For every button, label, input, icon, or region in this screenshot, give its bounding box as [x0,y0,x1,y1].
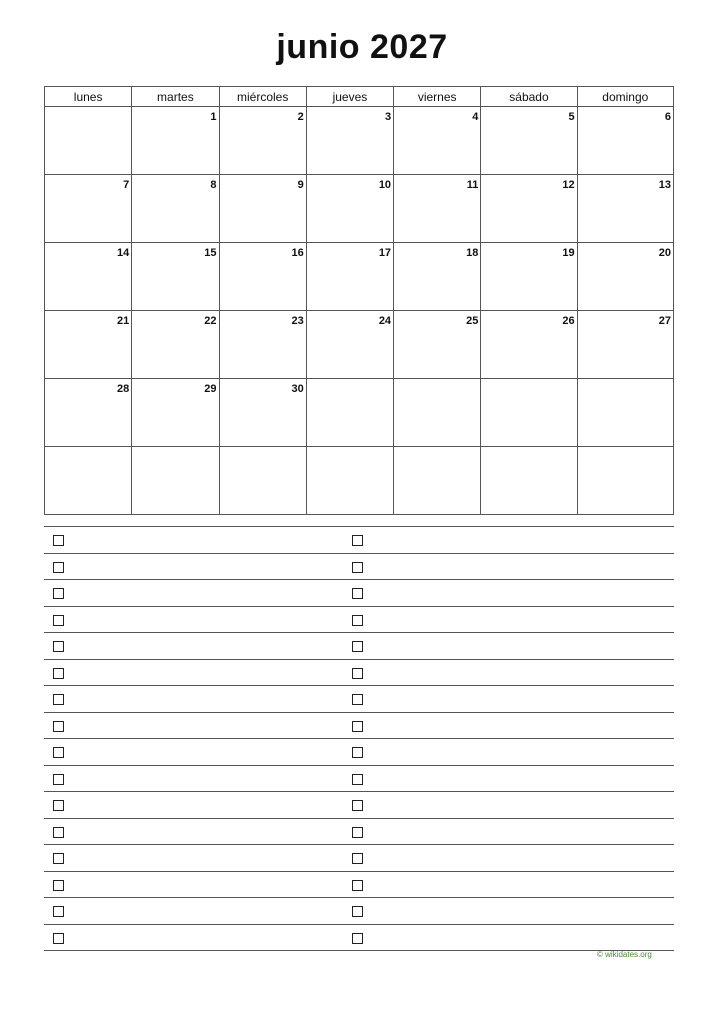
day-number: 11 [466,179,479,191]
day-cell[interactable] [577,243,673,311]
day-number [304,459,306,460]
day-number: 4 [472,111,479,123]
day-number: 21 [117,315,130,327]
day-cell[interactable] [219,175,306,243]
day-number: 28 [117,383,130,395]
day-number [129,459,131,460]
task-row [44,527,674,554]
day-cell[interactable] [132,447,219,515]
week-row [45,175,674,243]
task-row [44,607,674,634]
task-checkbox[interactable] [352,668,363,679]
day-cell[interactable] [45,447,132,515]
page-title: junio 2027 [276,28,448,66]
day-cell[interactable] [219,447,306,515]
day-cell[interactable] [219,379,306,447]
day-cell[interactable] [132,175,219,243]
task-checkbox[interactable] [352,721,363,732]
day-cell[interactable] [481,243,577,311]
day-cell[interactable] [132,311,219,379]
day-number: 7 [123,179,130,191]
day-number: 27 [658,315,671,327]
day-number: 26 [562,315,575,327]
week-row [45,311,674,379]
day-cell[interactable] [306,107,393,175]
day-cell[interactable] [394,447,481,515]
task-row [44,845,674,872]
task-row [44,713,674,740]
day-cell[interactable] [45,243,132,311]
day-cell[interactable] [394,107,481,175]
day-number: 18 [466,247,479,259]
day-cell[interactable] [481,311,577,379]
task-checkbox[interactable] [352,774,363,785]
task-checkbox[interactable] [352,588,363,599]
day-number: 8 [210,179,217,191]
day-number: 30 [291,383,304,395]
task-checkbox[interactable] [352,747,363,758]
day-number [671,459,673,460]
task-checkbox[interactable] [53,588,64,599]
day-number [391,459,393,460]
day-number: 10 [378,179,392,191]
task-row [44,739,674,766]
day-number: 19 [562,247,575,259]
day-cell[interactable] [394,311,481,379]
day-number: 13 [658,179,671,191]
weekday-header: jueves [306,87,393,107]
task-checkbox[interactable] [53,933,64,944]
task-checkbox[interactable] [352,880,363,891]
day-cell[interactable] [577,107,673,175]
day-number: 1 [210,111,217,123]
task-checkbox[interactable] [352,906,363,917]
day-cell[interactable] [132,107,219,175]
task-checkbox[interactable] [53,615,64,626]
day-number: 29 [204,383,217,395]
day-cell[interactable] [481,107,577,175]
task-checkbox[interactable] [53,535,64,546]
day-number: 16 [291,247,304,259]
task-checkbox[interactable] [53,721,64,732]
day-number: 23 [291,315,304,327]
task-checkbox[interactable] [352,535,363,546]
day-cell[interactable] [45,311,132,379]
day-cell[interactable] [394,243,481,311]
day-number [671,391,673,392]
task-row [44,792,674,819]
day-cell[interactable] [481,175,577,243]
task-checkbox[interactable] [53,694,64,705]
day-cell[interactable] [45,175,132,243]
week-row [45,447,674,515]
day-number: 17 [378,247,392,259]
day-cell[interactable] [219,243,306,311]
weekday-header-row [45,87,674,107]
day-number: 14 [117,247,130,259]
task-checkbox[interactable] [352,562,363,573]
weekday-header: viernes [394,87,481,107]
day-cell[interactable] [132,379,219,447]
day-number: 25 [466,315,479,327]
task-row [44,633,674,660]
day-cell[interactable] [306,243,393,311]
task-row [44,766,674,793]
task-checkbox[interactable] [352,615,363,626]
task-list [44,526,674,951]
task-row [44,554,674,581]
task-checkbox[interactable] [352,800,363,811]
day-number: 6 [664,111,671,123]
weekday-header: lunes [45,87,132,107]
day-number [478,391,480,392]
task-checkbox[interactable] [53,747,64,758]
task-checkbox[interactable] [352,853,363,864]
footer-credit: © wikidates.org [597,950,652,959]
calendar-grid [44,86,674,515]
task-checkbox[interactable] [352,827,363,838]
weekday-header: martes [132,87,219,107]
day-cell[interactable] [577,311,673,379]
task-checkbox[interactable] [352,694,363,705]
weekday-header: sábado [481,87,577,107]
day-cell[interactable] [306,447,393,515]
day-cell[interactable] [45,107,132,175]
week-row [45,243,674,311]
task-checkbox[interactable] [352,641,363,652]
task-row [44,580,674,607]
day-cell[interactable] [219,311,306,379]
day-number [217,459,219,460]
task-checkbox[interactable] [53,906,64,917]
task-row [44,872,674,899]
day-cell[interactable] [219,107,306,175]
task-row [44,925,674,952]
day-cell[interactable] [577,175,673,243]
task-row [44,660,674,687]
day-number [129,119,131,120]
week-row [45,379,674,447]
task-row [44,898,674,925]
day-number: 5 [568,111,575,123]
day-cell[interactable] [132,243,219,311]
task-row [44,819,674,846]
day-number: 22 [204,315,217,327]
task-checkbox[interactable] [53,800,64,811]
day-number: 24 [378,315,392,327]
weekday-header: domingo [577,87,673,107]
day-number: 15 [204,247,217,259]
day-number: 3 [384,111,392,123]
weekday-header: miércoles [219,87,306,107]
day-cell[interactable] [481,379,577,447]
task-checkbox[interactable] [352,933,363,944]
task-checkbox[interactable] [53,668,64,679]
day-number [391,391,393,392]
task-checkbox[interactable] [53,827,64,838]
task-checkbox[interactable] [53,853,64,864]
day-cell[interactable] [577,379,673,447]
day-cell[interactable] [577,447,673,515]
day-cell[interactable] [306,175,393,243]
day-number: 9 [297,179,304,191]
task-checkbox[interactable] [53,774,64,785]
task-checkbox[interactable] [53,641,64,652]
day-cell[interactable] [306,379,393,447]
day-number [575,391,577,392]
task-checkbox[interactable] [53,562,64,573]
week-row [45,107,674,175]
day-number: 20 [658,247,671,259]
task-checkbox[interactable] [53,880,64,891]
day-number: 12 [562,179,575,191]
day-number [575,459,577,460]
day-cell[interactable] [394,379,481,447]
day-cell[interactable] [306,311,393,379]
day-cell[interactable] [481,447,577,515]
day-number: 2 [297,111,304,123]
day-cell[interactable] [45,379,132,447]
task-row [44,686,674,713]
day-number [478,459,480,460]
day-cell[interactable] [394,175,481,243]
